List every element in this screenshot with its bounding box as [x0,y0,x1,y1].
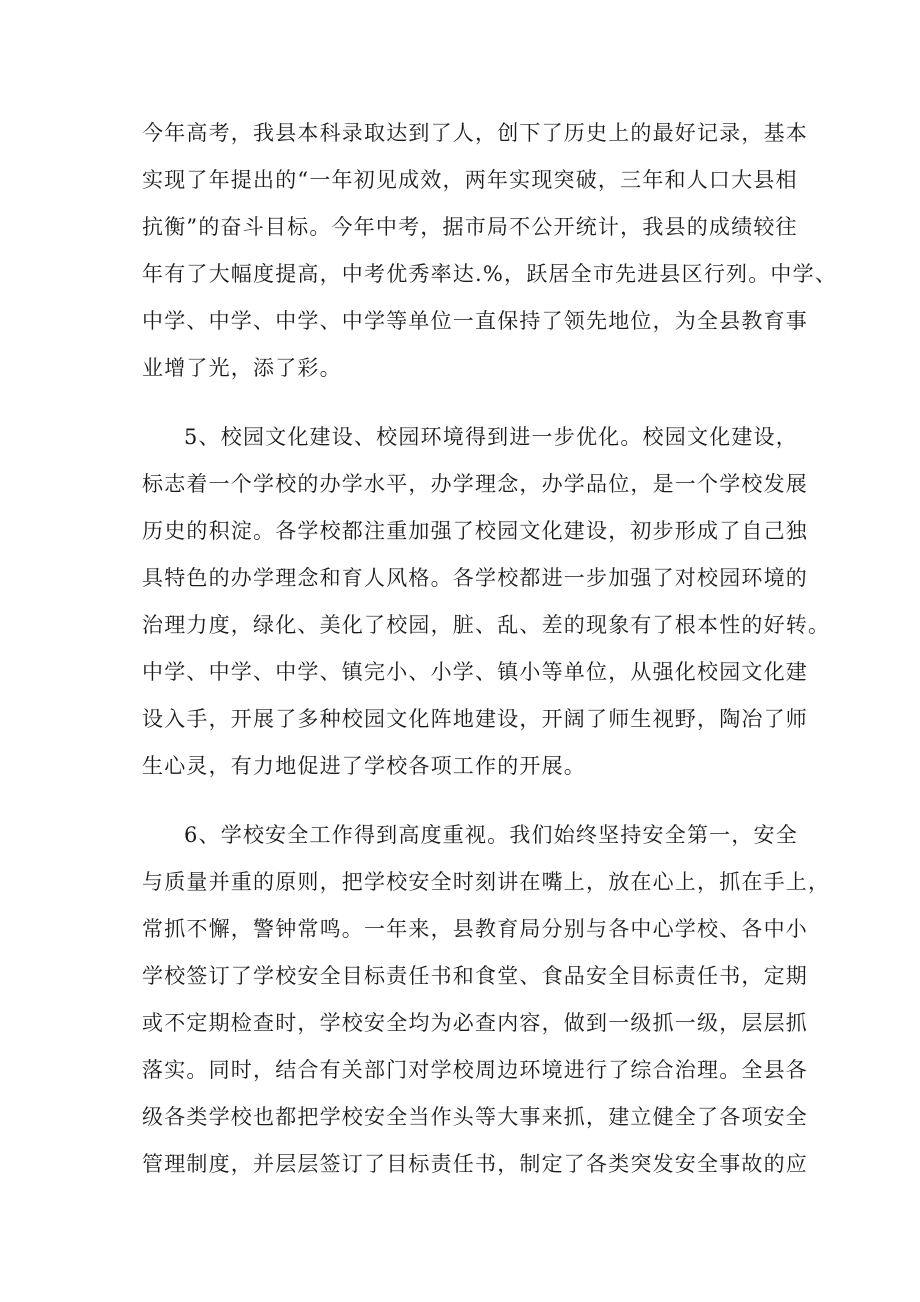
text-line: 生心灵，有力地促进了学校各项工作的开展。 [142,754,586,778]
text-line: 治理力度，绿化、美化了校园，脏、乱、差的现象有了根本性的好转。 [142,613,831,637]
text-line: 管理制度，并层层签订了目标责任书，制定了各类突发安全事故的应 [142,1152,808,1176]
text-line: 年有了大幅度提高，中考优秀率达.%，跃居全市先进县区行列。中学、 [142,262,838,286]
paragraph-school-safety [142,812,831,1188]
text-line: 具特色的办学理念和育人风格。各学校都进一步加强了对校园环境的 [142,566,808,590]
document-body [142,110,838,1188]
text-line: 常抓不懈，警钟常鸣。一年来，县教育局分别与各中心学校、各中小 [142,917,808,941]
text-line: 历史的积淀。各学校都注重加强了校园文化建设，初步形成了自己独 [142,519,808,543]
text-line: 抗衡”的奋斗目标。今年中考，据市局不公开统计，我县的成绩较往 [142,215,798,239]
text-line: 设入手，开展了多种校园文化阵地建设，开阔了师生视野，陶冶了师 [142,707,808,731]
paragraph-exam-results [142,110,838,392]
paragraph-campus-culture [142,414,831,790]
text-line: 今年高考，我县本科录取达到了人，创下了历史上的最好记录，基本 [142,121,808,145]
text-line: 中学、中学、中学、中学等单位一直保持了领先地位，为全县教育事 [142,309,808,333]
text-line: 6、学校安全工作得到高度重视。我们始终坚持安全第一，安全 [184,823,798,847]
text-line: 学校签订了学校安全目标责任书和食堂、食品安全目标责任书，定期 [142,964,808,988]
text-line: 级各类学校也都把学校安全当作头等大事来抓，建立健全了各项安全 [142,1105,808,1129]
text-line: 业增了光，添了彩。 [142,356,342,380]
text-line: 与质量并重的原则，把学校安全时刻讲在嘴上，放在心上，抓在手上， [142,870,831,894]
text-line: 或不定期检查时，学校安全均为必查内容，做到一级抓一级，层层抓 [142,1011,808,1035]
text-line: 实现了年提出的“一年初见成效，两年实现突破，三年和人口大县相 [142,168,798,192]
text-line: 落实。同时，结合有关部门对学校周边环境进行了综合治理。全县各 [142,1058,808,1082]
text-line: 5、校园文化建设、校园环境得到进一步优化。校园文化建设， [184,425,798,449]
text-line: 中学、中学、中学、镇完小、小学、镇小等单位，从强化校园文化建 [142,660,808,684]
text-line: 标志着一个学校的办学水平，办学理念，办学品位，是一个学校发展 [142,472,808,496]
